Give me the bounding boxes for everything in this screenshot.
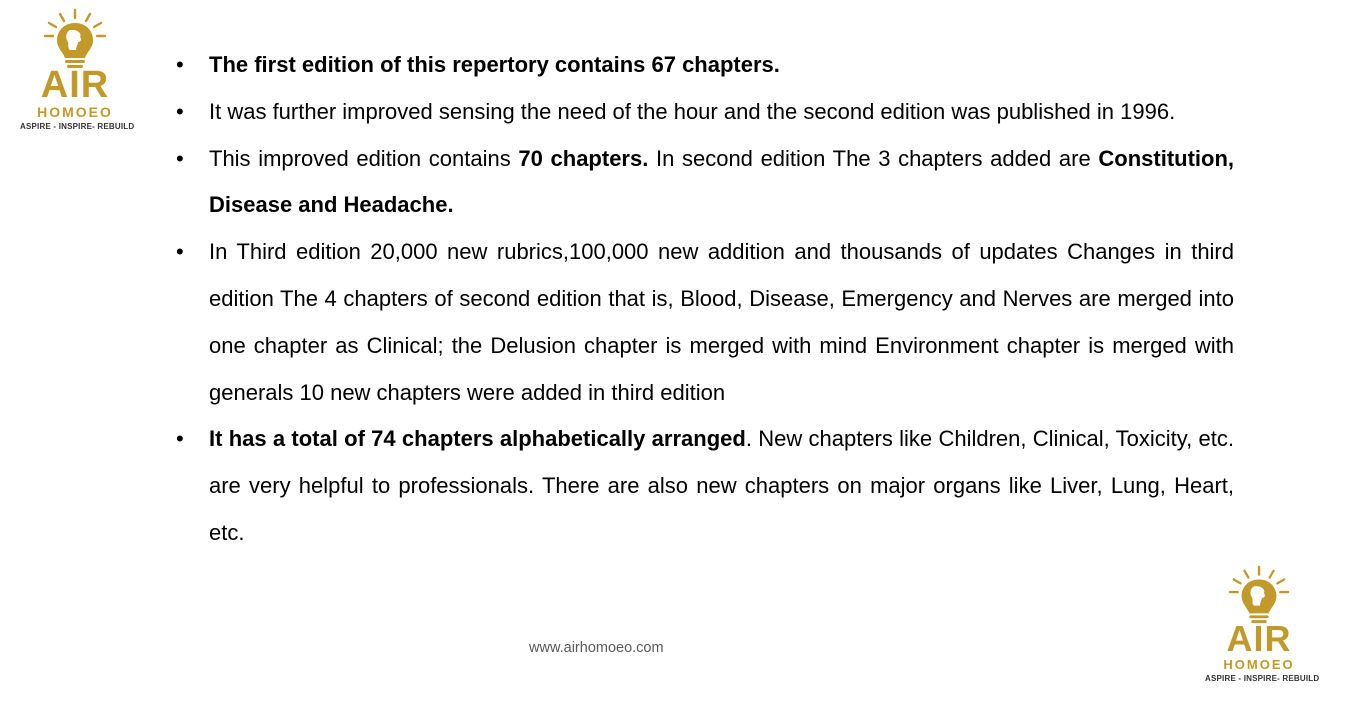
bullet-item	[176, 42, 1234, 89]
bullet-item	[176, 89, 1234, 136]
text-segment: . New chapters like Children, Clinical, Toxicity, etc. are very helpful to professionals. There are also new chapters on major organs like Liver, Lung, Heart, etc.	[209, 426, 1235, 545]
bullet-dot: •	[176, 145, 184, 171]
bullet-dot: •	[176, 52, 184, 77]
bold-text-segment: The first edition of this repertory contains 67 chapters.	[209, 52, 780, 77]
bold-text-segment: 70 chapters.	[518, 145, 649, 171]
logo-top-left	[20, 8, 135, 131]
logo-tagline: ASPIRE - INSPIRE- REBUILD	[1205, 674, 1320, 683]
logo-subname: HOMOEO	[1223, 657, 1295, 672]
bullet-item	[176, 136, 1234, 230]
text-segment: This improved edition contains	[209, 145, 519, 171]
logo-subname: HOMOEO	[37, 104, 113, 120]
footer-url: www.airhomoeo.com	[529, 640, 664, 656]
bullet-dot: •	[176, 426, 184, 452]
bullet-list	[176, 42, 1234, 557]
text-segment: In Third edition 20,000 new rubrics,100,000 new addition and thousands of updates Changes in third edition The 4 chapters of second edition that is, Blood, Disease, Emergency and Nerves are merged into one chapter as Clinical; the Delusion chapter is merged with mind Environment chapter is merged with generals 10 new chapters were added in third edition	[209, 239, 1234, 405]
bullet-text	[209, 89, 1234, 136]
text-segment: In second edition The 3 chapters added are	[648, 145, 1099, 171]
bullet-item	[176, 416, 1234, 556]
logo-bottom-right	[1205, 565, 1320, 683]
bullet-text	[209, 136, 1234, 230]
bullet-text	[209, 416, 1234, 556]
bullet-item	[176, 229, 1234, 416]
lightbulb-head-icon	[40, 8, 110, 70]
bullet-text	[209, 229, 1234, 416]
bullet-text	[209, 42, 1234, 89]
logo-name: AIR	[40, 64, 110, 106]
lightbulb-head-icon	[1225, 565, 1293, 625]
bullet-dot: •	[176, 98, 184, 124]
bold-text-segment: Constitution, Disease and Headache.	[209, 145, 1235, 218]
slide-content	[176, 42, 1234, 557]
logo-name: AIR	[1226, 618, 1292, 659]
logo-tagline: ASPIRE - INSPIRE- REBUILD	[20, 122, 135, 131]
bold-text-segment: It has a total of 74 chapters alphabetically arranged	[209, 426, 746, 452]
bullet-dot: •	[176, 239, 184, 265]
text-segment: It was further improved sensing the need of the hour and the second edition was published in 1996.	[209, 98, 1176, 124]
